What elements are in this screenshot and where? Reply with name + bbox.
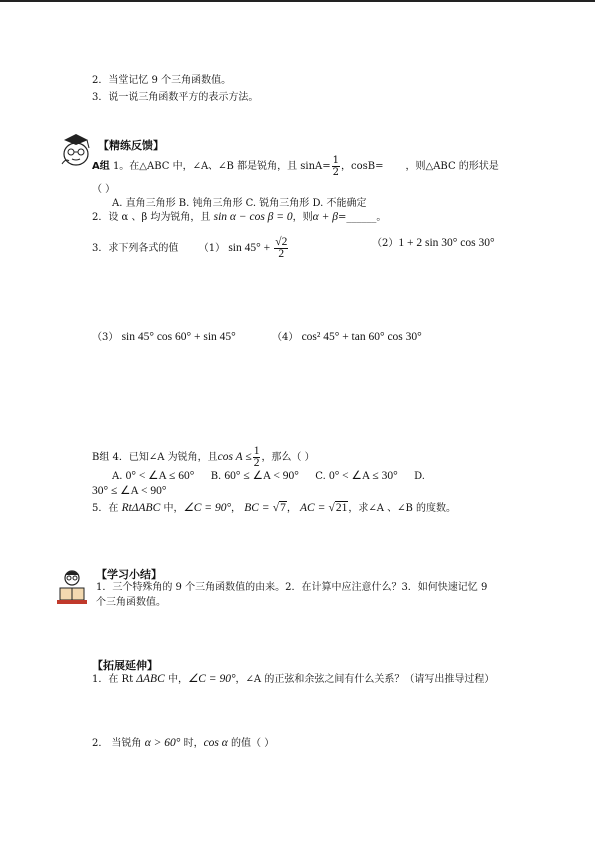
summary-line-1: 1．三个特殊角的 9 个三角函数值的由来。2．在计算中应注意什么？3．如何快速记忆 9 bbox=[96, 582, 488, 593]
q4-opt-a: 0° < ∠A ≤ 60° bbox=[125, 470, 195, 482]
q5-sep-2: ， bbox=[286, 503, 297, 514]
q5-triangle: RtΔABC bbox=[121, 502, 161, 514]
q5-bc-label: BC = bbox=[244, 502, 270, 514]
q4-opt-b-label: B. bbox=[210, 471, 222, 482]
practice-q3-3 bbox=[92, 331, 236, 344]
q1-text-c: ，则△ABC 的形状是 bbox=[405, 161, 499, 172]
q2-equation: sin α − cos β = 0 bbox=[213, 211, 293, 223]
q5-text-d: ，求∠A 、∠B 的度数。 bbox=[348, 503, 457, 514]
q1-frac-num: 1 bbox=[332, 155, 340, 166]
group-a-label: A组 bbox=[92, 161, 110, 172]
q3-4-label: （4） bbox=[272, 332, 299, 343]
q4-option-d bbox=[92, 485, 166, 498]
summary-heading: 【学习小结】 bbox=[96, 568, 162, 581]
q1-frac-den: 2 bbox=[332, 167, 340, 178]
extension-heading: 【拓展延伸】 bbox=[92, 659, 158, 672]
q4-den: 2 bbox=[253, 457, 260, 469]
q3-2-label: （2） bbox=[372, 238, 399, 249]
extension-q2 bbox=[92, 737, 274, 750]
q4-options-row bbox=[112, 470, 425, 483]
ext-q1-triangle: ΔABC bbox=[136, 673, 165, 685]
q5-text-b: 中， bbox=[163, 503, 184, 514]
q1-options: A. 直角三角形 B. 钝角三角形 C. 锐角三角形 D. 不能确定 bbox=[112, 198, 367, 209]
review-item-2: 2．当堂记忆 9 个三角函数值。 bbox=[92, 75, 232, 86]
q4-fraction bbox=[253, 446, 261, 469]
q3-1-fraction bbox=[274, 237, 288, 260]
practice-q1 bbox=[92, 155, 499, 178]
student-thinking-icon bbox=[56, 128, 96, 168]
q4-opt-b: 60° ≤ ∠A < 90° bbox=[224, 470, 299, 482]
q3-1-label: （1） bbox=[198, 243, 226, 254]
practice-q3 bbox=[92, 237, 289, 260]
q4-expr: cos A ≤ bbox=[217, 451, 252, 463]
ext-q2-expr: cos α bbox=[203, 737, 228, 749]
q5-ac-label: AC = bbox=[300, 502, 326, 514]
q3-1-expr: sin 45° + bbox=[228, 242, 271, 254]
q1-text-a: 1。在△ABC 中，∠A、∠B 都是锐角，且 sinA= bbox=[112, 161, 331, 172]
ext-q2-text-a: 2． 当锐角 bbox=[92, 738, 142, 749]
q2-text-a: 2．设 α 、β 均为锐角，且 bbox=[92, 212, 211, 223]
q4-num: 1 bbox=[253, 445, 260, 457]
q3-3-expr: sin 45° cos 60° + sin 45° bbox=[121, 331, 236, 343]
extension-q1 bbox=[92, 673, 494, 686]
q5-angle-c: ∠C = 90° bbox=[183, 502, 232, 514]
summary-line-2: 个三角函数值。 bbox=[96, 597, 166, 608]
q3-1-num: √2 bbox=[275, 236, 288, 248]
q5-bc-value: 7 bbox=[280, 502, 286, 514]
practice-q5: 5．在 RtΔABC 中，∠C = 90°， BC = √7， AC = √21，求∠A 、∠B 的度数。 bbox=[92, 502, 457, 514]
ext-q2-text-c: 的值（ ） bbox=[231, 738, 275, 749]
ext-q1-angle: ∠C = 90° bbox=[187, 673, 236, 685]
q4-opt-d: 30° ≤ ∠A < 90° bbox=[92, 485, 167, 497]
ext-q2-condition: α > 60° bbox=[144, 737, 181, 749]
q4-text-b: ，那么（ ） bbox=[261, 452, 315, 463]
q5-text-a: 5．在 bbox=[92, 503, 119, 514]
q4-text-a: B组 4．已知∠A 为锐角，且 bbox=[92, 452, 218, 463]
ext-q2-text-b: 时， bbox=[183, 738, 204, 749]
q3-label: 3．求下列各式的值 bbox=[92, 243, 179, 254]
q4-opt-a-label: A. bbox=[112, 471, 123, 482]
teacher-reading-icon bbox=[54, 566, 90, 606]
ext-q1-text-d: ，∠A 的正弦和余弦之间有什么关系？（请写出推导过程） bbox=[235, 674, 495, 685]
q2-sum: α + β bbox=[312, 211, 338, 223]
q1-text-b: ，cosB= bbox=[341, 161, 384, 172]
review-item-3: 3．说一说三角函数平方的表示方法。 bbox=[92, 92, 259, 103]
q1-answer-paren: （ ） bbox=[92, 184, 116, 195]
practice-q4 bbox=[92, 446, 315, 469]
practice-q2 bbox=[92, 211, 386, 224]
q3-3-label: （3） bbox=[92, 332, 119, 343]
ext-q1-text-b: 中， bbox=[167, 674, 188, 685]
q5-sep-1: ， bbox=[231, 503, 242, 514]
q3-1-den: 2 bbox=[278, 248, 285, 260]
q4-opt-c: 0° < ∠A ≤ 30° bbox=[328, 470, 398, 482]
q3-4-expr: cos² 45° + tan 60° cos 30° bbox=[301, 331, 422, 343]
page-top-border bbox=[0, 0, 595, 2]
q4-opt-d-label: D. bbox=[414, 471, 425, 482]
q3-2-expr: 1 + 2 sin 30° cos 30° bbox=[398, 237, 495, 249]
q5-ac-value: 21 bbox=[335, 502, 348, 514]
q2-text-c: =______。 bbox=[337, 212, 387, 223]
q1-fraction bbox=[332, 155, 340, 178]
ext-q1-text-a: 1．在 Rt bbox=[92, 674, 134, 685]
q4-opt-c-label: C. bbox=[315, 471, 326, 482]
q2-text-b: ，则 bbox=[292, 212, 313, 223]
practice-q3-4 bbox=[272, 331, 422, 344]
practice-q3-2 bbox=[372, 237, 495, 250]
practice-heading: 【精练反馈】 bbox=[98, 139, 164, 152]
